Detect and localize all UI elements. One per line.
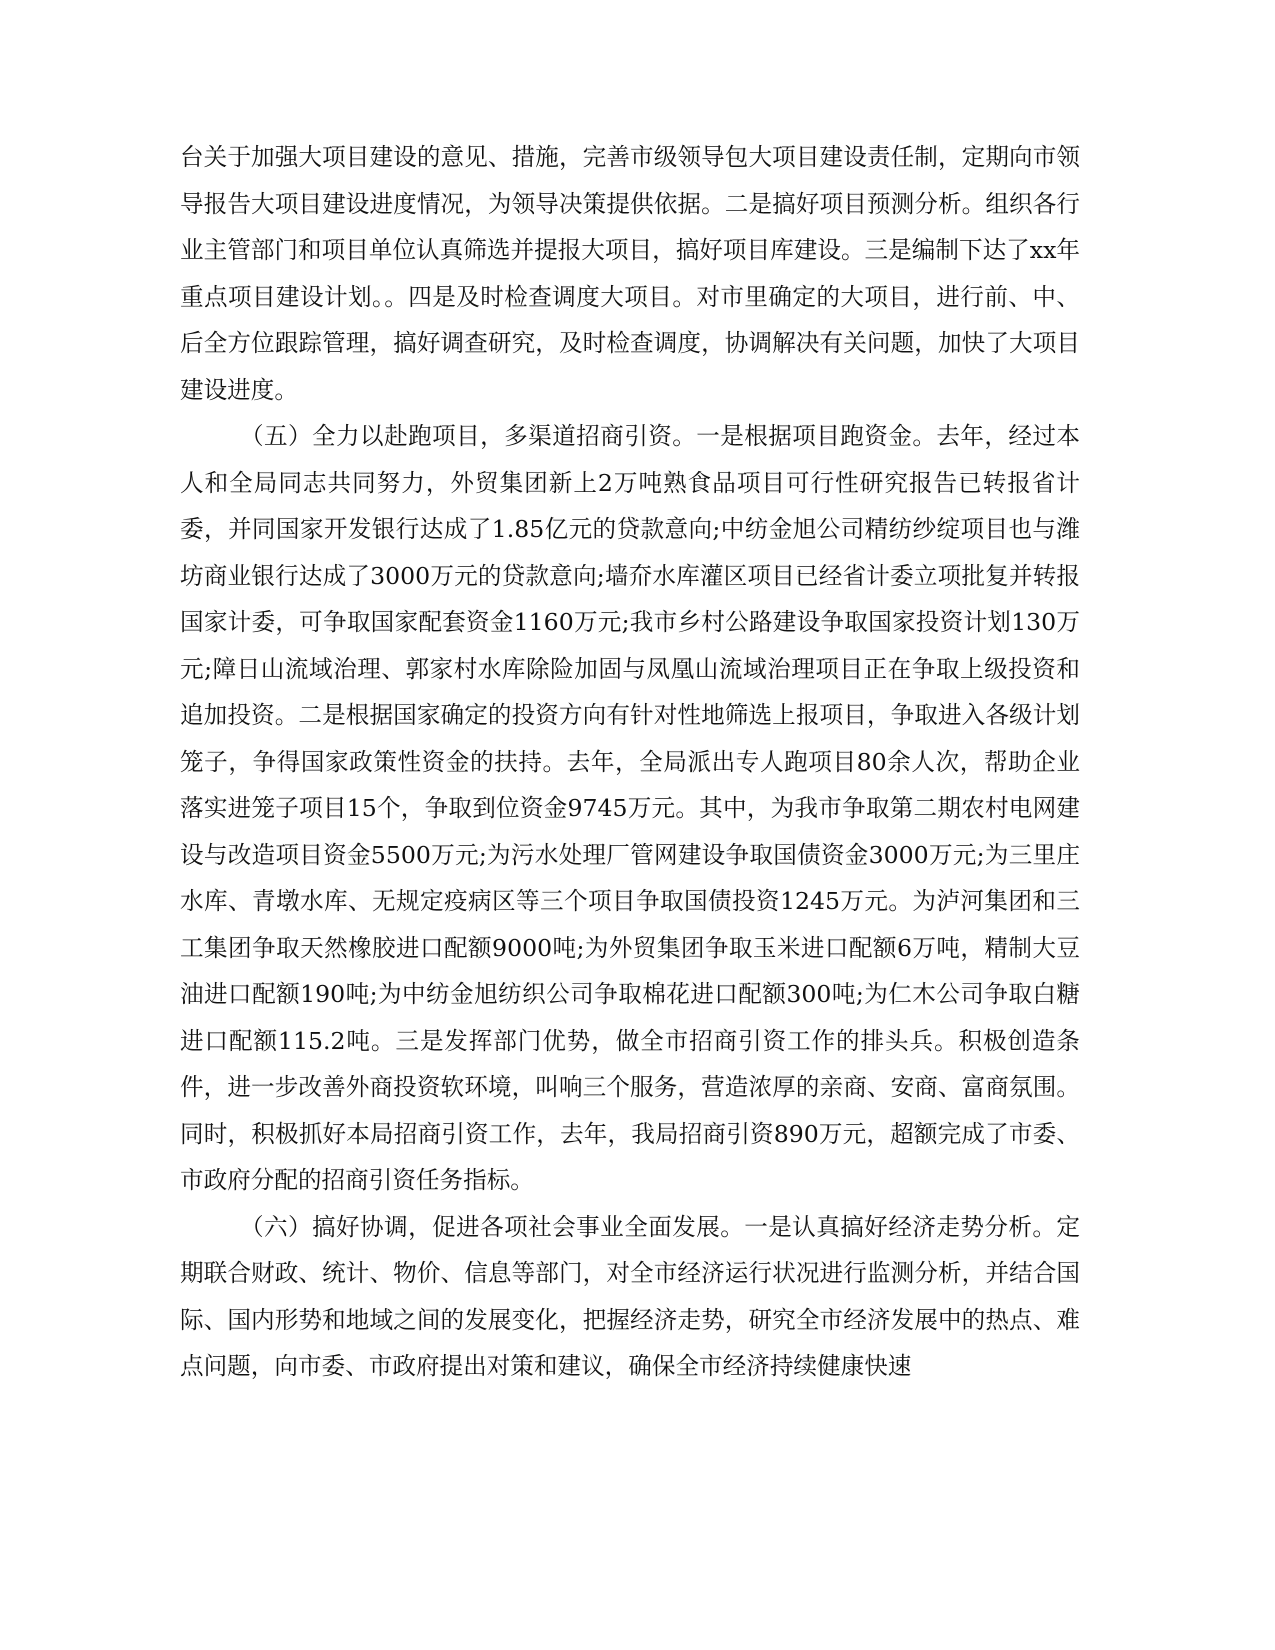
paragraph-continuation: 台关于加强大项目建设的意见、措施，完善市级领导包大项目建设责任制，定期向市领导报告大项目建设进度情况，为领导决策提供依据。二是搞好项目预测分析。组织各行业主管部门和项目单位认真筛选并提报大项目，搞好项目库建设。三是编制下达了xx年重点项目建设计划。。四是及时检查调度大项目。对市里确定的大项目，进行前、中、后全方位跟踪管理，搞好调查研究，及时检查调度，协调解决有关问题，加快了大项目建设进度。 — [180, 143, 1080, 404]
paragraph-section-six: （六）搞好协调，促进各项社会事业全面发展。一是认真搞好经济走势分析。定期联合财政、统计、物价、信息等部门，对全市经济运行状况进行监测分析，并结合国际、国内形势和地域之间的发展变化，把握经济走势，研究全市经济发展中的热点、难点问题，向市委、市政府提出对策和建议，确保全市经济持续健康快速 — [180, 1212, 1080, 1380]
document-page — [180, 134, 1080, 1584]
paragraph-section-five: （五）全力以赴跑项目，多渠道招商引资。一是根据项目跑资金。去年，经过本人和全局同志共同努力，外贸集团新上2万吨熟食品项目可行性研究报告已转报省计委，并同国家开发银行达成了1.85亿元的贷款意向;中纺金旭公司精纺纱绽项目也与潍坊商业银行达成了3000万元的贷款意向;墙夼水库灌区项目已经省计委立项批复并转报国家计委，可争取国家配套资金1160万元;我市乡村公路建设争取国家投资计划130万元;障日山流域治理、郭家村水库除险加固与凤凰山流域治理项目正在争取上级投资和追加投资。二是根据国家确定的投资方向有针对性地筛选上报项目，争取进入各级计划笼子，争得国家政策性资金的扶持。去年，全局派出专人跑项目80余人次，帮助企业落实进笼子项目15个，争取到位资金9745万元。其中，为我市争取第二期农村电网建设与改造项目资金5500万元;为污水处理厂管网建设争取国债资金3000万元;为三里庄水库、青墩水库、无规定疫病区等三个项目争取国债投资1245万元。为泸河集团和三工集团争取天然橡胶进口配额9000吨;为外贸集团争取玉米进口配额6万吨，精制大豆油进口配额190吨;为中纺金旭纺织公司争取棉花进口配额300吨;为仁木公司争取白糖进口配额115.2吨。三是发挥部门优势，做全市招商引资工作的排头兵。积极创造条件，进一步改善外商投资软环境，叫响三个服务，营造浓厚的亲商、安商、富商氛围。同时，积极抓好本局招商引资工作，去年，我局招商引资890万元，超额完成了市委、市政府分配的招商引资任务指标。 — [180, 422, 1080, 1194]
